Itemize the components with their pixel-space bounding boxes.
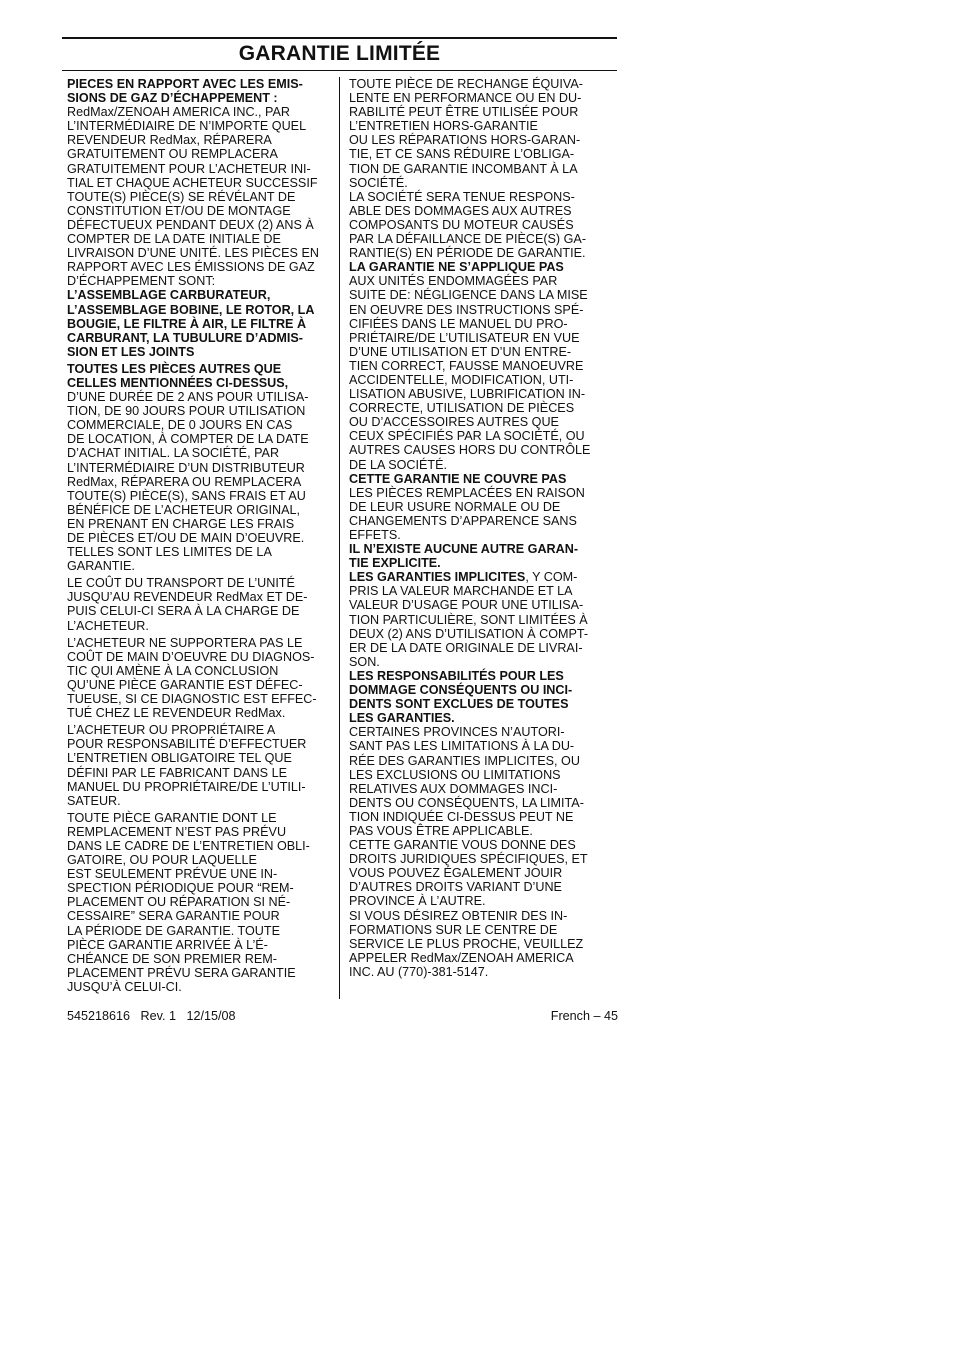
paragraph: L’ASSEMBLAGE CARBURATEUR, L’ASSEMBLAGE BOBINE, LE ROTOR, LA BOUGIE, LE FILTRE À AIR, LE FILTRE À CARBURANT, LA TUBULURE D’ADMIS- SION ET LES JOINTS xyxy=(67,288,315,359)
paragraph: SI VOUS DÉSIREZ OBTENIR DES IN- FORMATIONS SUR LE CENTRE DE SERVICE LE PLUS PROCHE, VEUILLEZ APPELER RedMax/ZENOAH AMERICA INC. AU (770)-381-5147. xyxy=(349,908,584,979)
page-title: GARANTIE LIMITÉE xyxy=(238,42,441,65)
paragraph: LA SOCIÉTÉ SERA TENUE RESPONS- ABLE DES DOMMAGES AUX AUTRES COMPOSANTS DU MOTEUR CAUSÉS PAR LA DÉFAILLANCE DE PIÈCE(S) GA- RANTIE(S) EN PÉRIODE DE GARANTIE. xyxy=(349,189,587,261)
column-divider xyxy=(339,77,340,999)
paragraph: PIECES EN RAPPORT AVEC LES EMIS- SIONS DE GAZ D’ÉCHAPPEMENT : xyxy=(67,77,303,106)
paragraph: L’ACHETEUR NE SUPPORTERA PAS LE COÛT DE MAIN D’OEUVRE DU DIAGNOS- TIC QUI AMÈNE À LA CONCLUSION QU’UNE PIÈCE GARANTIE EST DÉFEC- TUEUSE, SI CE DIAGNOSTIC EST EFFEC- TUÉ CHEZ LE REVENDEUR RedMax. xyxy=(67,635,317,721)
paragraph: CERTAINES PROVINCES N’AUTORI- SANT PAS LES LIMITATIONS À LA DU- RÉE DES GARANTIES IMPLICITES, OU LES EXCLUSIONS OU LIMITATIONS RELATIVES AUX DOMMAGES INCI- DENTS OU CONSÉQUENTS, LA LIMITA- TION INDIQUÉE CI-DESSUS PEUT NE PAS VOUS ÊTRE APPLICABLE. xyxy=(349,725,584,838)
paragraph xyxy=(349,570,615,669)
paragraph: TOUTES LES PIÈCES AUTRES QUE CELLES MENTIONNÉES CI-DESSUS, xyxy=(67,361,289,390)
paragraph: RedMax/ZENOAH AMERICA INC., PAR L’INTERMÉDIAIRE DE N’IMPORTE QUEL REVENDEUR RedMax, RÉPARERA GRATUITEMENT OU REMPLACERA GRATUITEMENT POUR L’ACHETEUR INI- TIAL ET CHAQUE ACHETEUR SUCCESSIF TOUTE(S) PIÈCE(S) SE RÉVÉLANT DE CONSTITUTION ET/OU DE MONTAGE DÉFECTUEUX PENDANT DEUX (2) ANS À COMPTER DE LA DATE INITIALE DE LIVRAISON D’UNE UNITÉ. LES PIÈCES EN RAPPORT AVEC LES ÉMISSIONS DE GAZ D’ÉCHAPPEMENT SONT: xyxy=(67,105,319,289)
paragraph-rest: , Y COM- PRIS LA VALEUR MARCHANDE ET LA VALEUR D’USAGE POUR UNE UTILISA- TION PARTICULIÈRE, SONT LIMITÉES À DEUX (2) ANS D’UTILISATION À COMPT- ER DE LA DATE ORIGINALE DE LIVRAI- SON. xyxy=(349,570,589,669)
paragraph: AUX UNITÉS ENDOMMAGÉES PAR SUITE DE: NÉGLIGENCE DANS LA MISE EN OEUVRE DES INSTRUCTIONS SPÉ- CIFIÉES DANS LE MANUEL DU PRO- PRIÉTAIRE/DE L’UTILISATEUR EN VUE D’UNE UTILISATION ET D’UN ENTRE- TIEN CORRECT, FAUSSE MANOEUVRE ACCIDENTELLE, MODIFICATION, UTI- LISATION ABUSIVE, LUBRIFICATION IN- CORRECTE, UTILISATION DE PIÈCES OU D’ACCESSOIRES AUTRES QUE CEUX SPÉCIFIÉS PAR LA SOCIÉTÉ, OU AUTRES CAUSES HORS DU CONTRÔLE DE LA SOCIÉTÉ. xyxy=(349,274,591,472)
paragraph: TOUTE PIÈCE GARANTIE DONT LE REMPLACEMENT N’EST PAS PRÉVU DANS LE CADRE DE L’ENTRETIEN OBLI- GATOIRE, OU POUR LAQUELLE EST SEULEMENT PRÉVUE UNE IN- SPECTION PÉRIODIQUE POUR “REM- PLACEMENT OU RÉPARATION SI NÉ- CESSAIRE” SERA GARANTIE POUR LA PÉRIODE DE GARANTIE. TOUTE PIÈCE GARANTIE ARRIVÉE À L’É- CHÉANCE DE SON PREMIER REM- PLACEMENT PRÉVU SERA GARANTIE JUSQU’À CELUI-CI. xyxy=(67,810,310,994)
paragraph: CETTE GARANTIE VOUS DONNE DES DROITS JURIDIQUES SPÉCIFIQUES, ET VOUS POUVEZ ÉGALEMENT JOUIR D’AUTRES DROITS VARIANT D’UNE PROVINCE À L’AUTRE. xyxy=(349,838,588,909)
right-column xyxy=(349,77,615,979)
paragraph: LES PIÈCES REMPLACÉES EN RAISON DE LEUR USURE NORMALE OU DE CHANGEMENTS D’APPARENCE SANS EFFETS. xyxy=(349,485,585,542)
paragraph: LA GARANTIE NE S’APPLIQUE PAS xyxy=(349,260,564,275)
title-rule xyxy=(62,70,617,71)
left-column xyxy=(67,77,333,994)
paragraph: LE COÛT DU TRANSPORT DE L’UNITÉ JUSQU’AU REVENDEUR RedMax ET DE- PUIS CELUI-CI SERA À LA CHARGE DE L’ACHETEUR. xyxy=(67,576,308,633)
paragraph: TOUTE PIÈCE DE RECHANGE ÉQUIVA- LENTE EN PERFORMANCE OU EN DU- RABILITÉ PEUT ÊTRE UTILISÉE POUR L’ENTRETIEN HORS-GARANTIE OU LES RÉPARATIONS HORS-GARAN- TIE, ET CE SANS RÉDUIRE L’OBLIGA- TION DE GARANTIE INCOMBANT À LA SOCIÉTÉ. xyxy=(349,77,583,190)
footer-doc-number: 545218616 Rev. 1 12/15/08 xyxy=(67,1009,236,1023)
paragraph: L’ACHETEUR OU PROPRIÉTAIRE A POUR RESPONSABILITÉ D’EFFECTUER L’ENTRETIEN OBLIGATOIRE TEL QUE DÉFINI PAR LE FABRICANT DANS LE MANUEL DU PROPRIÉTAIRE/DE L’UTILI- SATEUR. xyxy=(67,723,307,808)
bold-lead-in: LES GARANTIES IMPLICITES xyxy=(349,570,526,585)
paragraph: LES RESPONSABILITÉS POUR LES DOMMAGE CONSÉQUENTS OU INCI- DENTS SONT EXCLUES DE TOUTES LES GARANTIES. xyxy=(349,668,573,726)
paragraph: D’UNE DURÉE DE 2 ANS POUR UTILISA- TION, DE 90 JOURS POUR UTILISATION COMMERCIALE, DE 0 JOURS EN CAS DE LOCATION, À COMPTER DE LA DATE D’ACHAT INITIAL. LA SOCIÉTÉ, PAR L’INTERMÉDIAIRE D’UN DISTRIBUTEUR RedMax, RÉPARERA OU REMPLACERA TOUTE(S) PIÈCE(S), SANS FRAIS ET AU BÉNÉFICE DE L’ACHETEUR ORIGINAL, EN PRENANT EN CHARGE LES FRAIS DE PIÈCES ET/OU DE MAIN D’OEUVRE. TELLES SONT LES LIMITES DE LA GARANTIE. xyxy=(67,390,309,574)
top-rule xyxy=(62,37,617,39)
footer-page-label: French – 45 xyxy=(550,1009,618,1023)
paragraph: CETTE GARANTIE NE COUVRE PAS xyxy=(349,471,567,486)
paragraph: IL N’EXISTE AUCUNE AUTRE GARAN- TIE EXPLICITE. xyxy=(349,542,579,571)
